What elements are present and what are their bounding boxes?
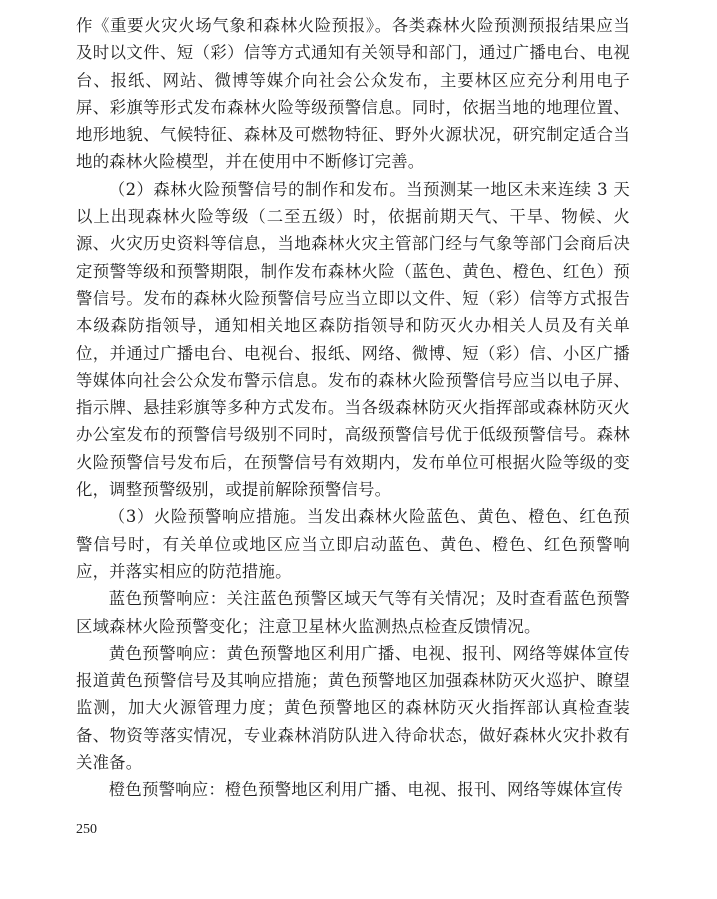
paragraph-forecast-publication: 作《重要火灾火场气象和森林火险预报》。各类森林火险预测预报结果应当及时以文件、短（彩）信等方式通知有关领导和部门，通过广播电台、电视台、报纸、网站、微博等媒介向社会公众发布，主要林区应充分利用电子屏、彩旗等形式发布森林火险等级预警信息。同时，依据当地的地理位置、地形地貌、气候特征、森林及可燃物特征、野外火源状况，研究制定适合当地的森林火险模型，并在使用中不断修订完善。 [76, 16, 630, 172]
paragraph-yellow-warning-response: 黄色预警响应：黄色预警地区利用广播、电视、报刊、网络等媒体宣传报道黄色预警信号及其响应措施；黄色预警地区加强森林防灭火巡护、瞭望监测，加大火源管理力度；黄色预警地区的森林防灭火指挥部认真检查装备、物资等落实情况，专业森林消防队进入待命状态，做好森林火灾扑救有关准备。 [76, 643, 630, 773]
paragraph-orange-warning-response: 橙色预警响应：橙色预警地区利用广播、电视、报刊、网络等媒体宣传 [108, 780, 624, 800]
paragraph-warning-response-measures: （3）火险预警响应措施。当发出森林火险蓝色、黄色、橙色、红色预警信号时，有关单位或地区应当立即启动蓝色、黄色、橙色、红色预警响应，并落实相应的防范措施。 [76, 507, 630, 581]
paragraph-blue-warning-response: 蓝色预警响应：关注蓝色预警区域天气等有关情况；及时查看蓝色预警区域森林火险预警变化；注意卫星林火监测热点检查反馈情况。 [76, 589, 630, 636]
paragraph-warning-signal-issuance: （2）森林火险预警信号的制作和发布。当预测某一地区未来连续 3 天以上出现森林火险等级（二至五级）时，依据前期天气、干旱、物候、火源、火灾历史资料等信息，当地森林火灾主管部门经与气象等部门会商后决定预警等级和预警期限，制作发布森林火险（蓝色、黄色、橙色、红色）预警信号。发布的森林火险预警信号应当立即以文件、短（彩）信等方式报告本级森防指领导，通知相关地区森防指领导和防灭火办相关人员及有关单位，并通过广播电台、电视台、报纸、网络、微博、短（彩）信、小区广播等媒体向社会公众发布警示信息。发布的森林火险预警信号应当以电子屏、指示牌、悬挂彩旗等多种方式发布。当各级森林防灭火指挥部或森林防灭火办公室发布的预警信号级别不同时，高级预警信号优于低级预警信号。森林火险预警信号发布后，在预警信号有效期内，发布单位可根据火险等级的变化，调整预警级别，或提前解除预警信号。 [76, 179, 630, 500]
page-number: 250 [76, 822, 97, 837]
body-text [76, 12, 630, 804]
